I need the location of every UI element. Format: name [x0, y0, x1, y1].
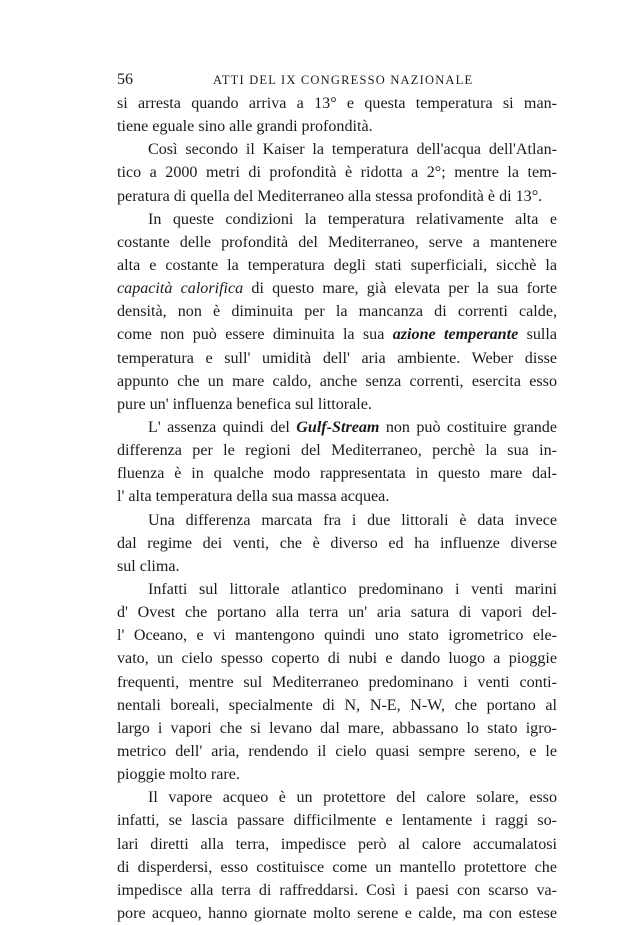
text-segment: tico a 2000 metri di profondità è ridotta a 2°; mentre la tem-: [117, 164, 557, 182]
emphasized-text: azione temperante: [392, 326, 519, 344]
text-line: [117, 416, 557, 439]
text-segment: costante delle profondità del Mediterraneo, serve a mantenere: [117, 233, 557, 251]
text-line: [117, 717, 557, 740]
text-line: [117, 809, 557, 832]
text-line: [117, 879, 557, 902]
text-segment: pore acqueo, hanno giornate molto serene e calde, ma con estese: [117, 904, 557, 922]
text-segment: densità, non è diminuita per la mancanza di correnti calde,: [117, 303, 557, 321]
text-line: [117, 439, 557, 462]
text-segment: l' alta temperatura della sua massa acquea.: [117, 488, 390, 506]
text-line: [117, 555, 557, 578]
text-line: [117, 393, 557, 416]
text-segment: Così secondo il Kaiser la temperatura dell'acqua dell'Atlan-: [148, 141, 557, 159]
text-line: [117, 161, 557, 184]
page-header: [117, 70, 557, 90]
text-line: [117, 601, 557, 624]
text-line: [117, 763, 557, 786]
text-line: [117, 323, 557, 346]
text-segment: alta e costante la temperatura degli stati superficiali, sicchè la: [117, 256, 557, 274]
text-segment: Il vapore acqueo è un protettore del calore solare, esso: [148, 789, 557, 807]
text-line: [117, 92, 557, 115]
text-line: [117, 370, 557, 393]
text-segment: d' Ovest che portano alla terra un' aria satura di vapori del-: [117, 604, 557, 622]
text-line: [117, 254, 557, 277]
text-segment: L' assenza quindi del: [148, 418, 297, 436]
text-segment: infatti, se lascia passare difficilmente e lentamente i raggi so-: [117, 812, 557, 830]
text-segment: appunto che un mare caldo, anche senza correnti, esercita esso: [117, 372, 557, 390]
text-segment: metrico dell' aria, rendendo il cielo quasi sempre sereno, e le: [117, 742, 557, 760]
text-line: [117, 694, 557, 717]
text-segment: sul clima.: [117, 557, 180, 575]
text-line: [117, 115, 557, 138]
text-segment: tiene eguale sino alle grandi profondità.: [117, 118, 373, 136]
text-segment: Una differenza marcata fra i due littorali è data invece: [148, 511, 557, 529]
text-line: [117, 671, 557, 694]
text-segment: Infatti sul littorale atlantico predominano i venti marini: [148, 580, 557, 598]
text-line: [117, 532, 557, 555]
text-segment: dal regime dei venti, che è diverso ed ha influenze diverse: [117, 534, 557, 552]
text-segment: In queste condizioni la temperatura relativamente alta e: [148, 210, 557, 228]
text-line: [117, 902, 557, 925]
text-segment: peratura di quella del Mediterraneo alla stessa profondità è di 13°.: [117, 187, 543, 205]
text-line: [117, 833, 557, 856]
text-line: [117, 277, 557, 300]
text-line: [117, 509, 557, 532]
text-line: [117, 740, 557, 763]
text-segment: di questo mare, già elevata per la sua forte: [243, 280, 558, 298]
emphasized-text: capacità calorifica: [117, 280, 244, 298]
text-line: [117, 485, 557, 508]
text-segment: vato, un cielo spesso coperto di nubi e dando luogo a pioggie: [117, 650, 557, 668]
text-segment: l' Oceano, e vi mantengono quindi uno stato igrometrico ele-: [117, 627, 557, 645]
text-segment: pure un' influenza benefica sul littorale.: [117, 395, 372, 413]
text-segment: nentali boreali, specialmente di N, N-E, N-W, che portano al: [117, 696, 557, 714]
text-line: [117, 647, 557, 670]
text-segment: impedisce alla terra di raffreddarsi. Così i paesi con scarso va-: [117, 881, 557, 899]
body-text: [117, 92, 557, 925]
text-line: [117, 185, 557, 208]
page-number: 56: [117, 71, 133, 88]
text-line: [117, 786, 557, 809]
text-segment: largo i vapori che si levano dal mare, abbassano lo stato igro-: [117, 719, 557, 737]
text-segment: pioggie molto rare.: [117, 766, 240, 784]
running-head: ATTI DEL IX CONGRESSO NAZIONALE: [213, 73, 474, 87]
text-line: [117, 231, 557, 254]
text-line: [117, 300, 557, 323]
text-line: [117, 624, 557, 647]
text-segment: si arresta quando arriva a 13° e questa temperatura si man-: [117, 95, 557, 112]
text-segment: temperatura e sull' umidità dell' aria ambiente. Weber disse: [117, 349, 557, 367]
emphasized-text: Gulf-Stream: [296, 418, 380, 436]
text-line: [117, 138, 557, 161]
text-line: [117, 856, 557, 879]
text-line: [117, 578, 557, 601]
text-segment: sulla: [518, 326, 557, 344]
text-line: [117, 462, 557, 485]
text-line: [117, 208, 557, 231]
text-segment: frequenti, mentre sul Mediterraneo predominano i venti conti-: [117, 673, 557, 691]
text-segment: lari diretti alla terra, impedisce però al calore accumalatosi: [117, 835, 557, 853]
text-segment: come non può essere diminuita la sua: [117, 326, 393, 344]
text-segment: di disperdersi, esso costituisce come un mantello protettore che: [117, 858, 557, 876]
text-segment: fluenza è in qualche modo rappresentata in questo mare dal-: [117, 465, 557, 483]
text-segment: non può costituire grande: [379, 418, 557, 436]
text-segment: differenza per le regioni del Mediterraneo, perchè la sua in-: [117, 442, 557, 460]
text-line: [117, 347, 557, 370]
